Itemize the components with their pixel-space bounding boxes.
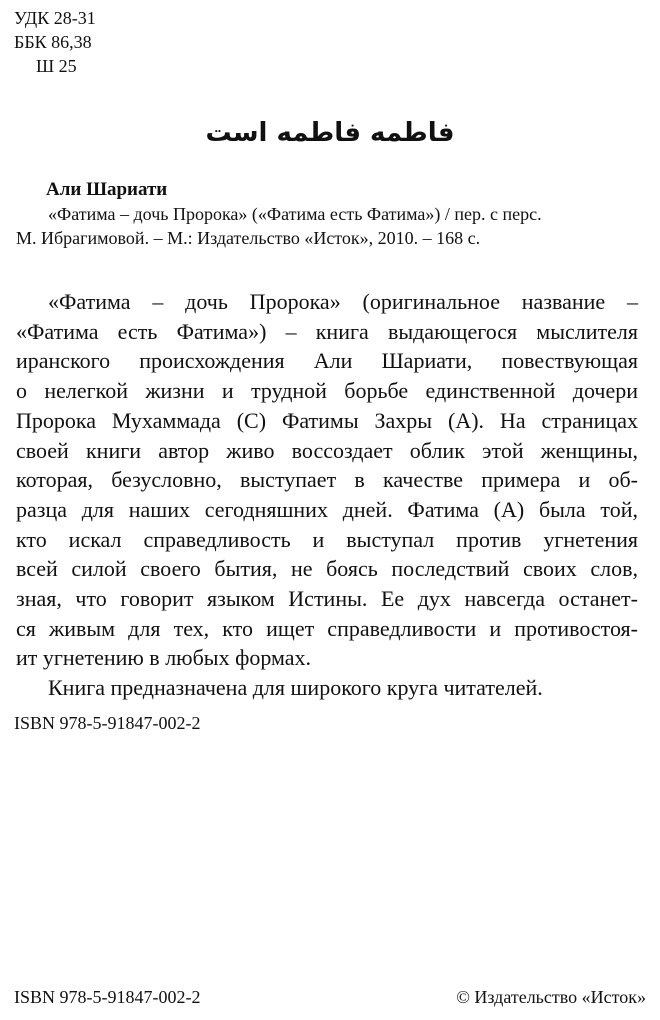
annotation-line: своей книги автор живо воссоздает облик этой женщины, — [16, 437, 638, 463]
footer-isbn: ISBN 978-5-91847-002-2 — [14, 987, 201, 1007]
classification-codes — [14, 6, 96, 78]
annotation-line: «Фатима – дочь Пророка» (оригинальное название – — [48, 289, 638, 314]
original-title-persian: فاطمه فاطمه است — [205, 118, 455, 148]
annotation-line: разца для наших сегодняшних дней. Фатима (А) была той, — [16, 496, 638, 522]
udk-code: УДК 28-31 — [14, 8, 96, 28]
annotation-line: «Фатима есть Фатима») – книга выдающегося мыслителя — [16, 318, 638, 344]
annotation-line: всей силой своего бытия, не боясь последствий своих слов, — [16, 556, 638, 582]
annotation-line: кто искал справедливость и выступал против угнетения — [16, 526, 638, 552]
copyright-notice: © Издательство «Исток» — [456, 987, 646, 1007]
annotation-line: ит угнетению в любых формах. — [16, 645, 312, 671]
annotation-line: иранского происхождения Али Шариати, повествующая — [16, 348, 638, 374]
annotation — [16, 287, 638, 703]
annotation-line: о нелегкой жизни и трудной борьбе единственной дочери — [16, 378, 638, 404]
bibliographic-line: «Фатима – дочь Пророка» («Фатима есть Фатима») / пер. с перс. — [48, 204, 542, 224]
annotation-audience: Книга предназначена для широкого круга читателей. — [48, 675, 543, 701]
annotation-line: зная, что говорит языком Истины. Ее дух навсегда останет- — [16, 586, 638, 612]
annotation-line: которая, безусловно, выступает в качестве примера и об- — [16, 467, 638, 493]
bibliographic-line: М. Ибрагимовой. – М.: Издательство «Исток», 2010. – 168 с. — [16, 228, 481, 248]
author-mark: Ш 25 — [36, 56, 77, 76]
annotation-line: ся живым для тех, кто ищет справедливости и противостоя- — [16, 615, 638, 641]
bibliographic-record — [16, 178, 636, 250]
isbn: ISBN 978-5-91847-002-2 — [14, 713, 201, 733]
annotation-line: Пророка Мухаммада (С) Фатимы Захры (А). На страницах — [16, 407, 638, 433]
bbk-code: ББК 86,38 — [14, 32, 92, 52]
author-name: Али Шариати — [46, 179, 168, 200]
